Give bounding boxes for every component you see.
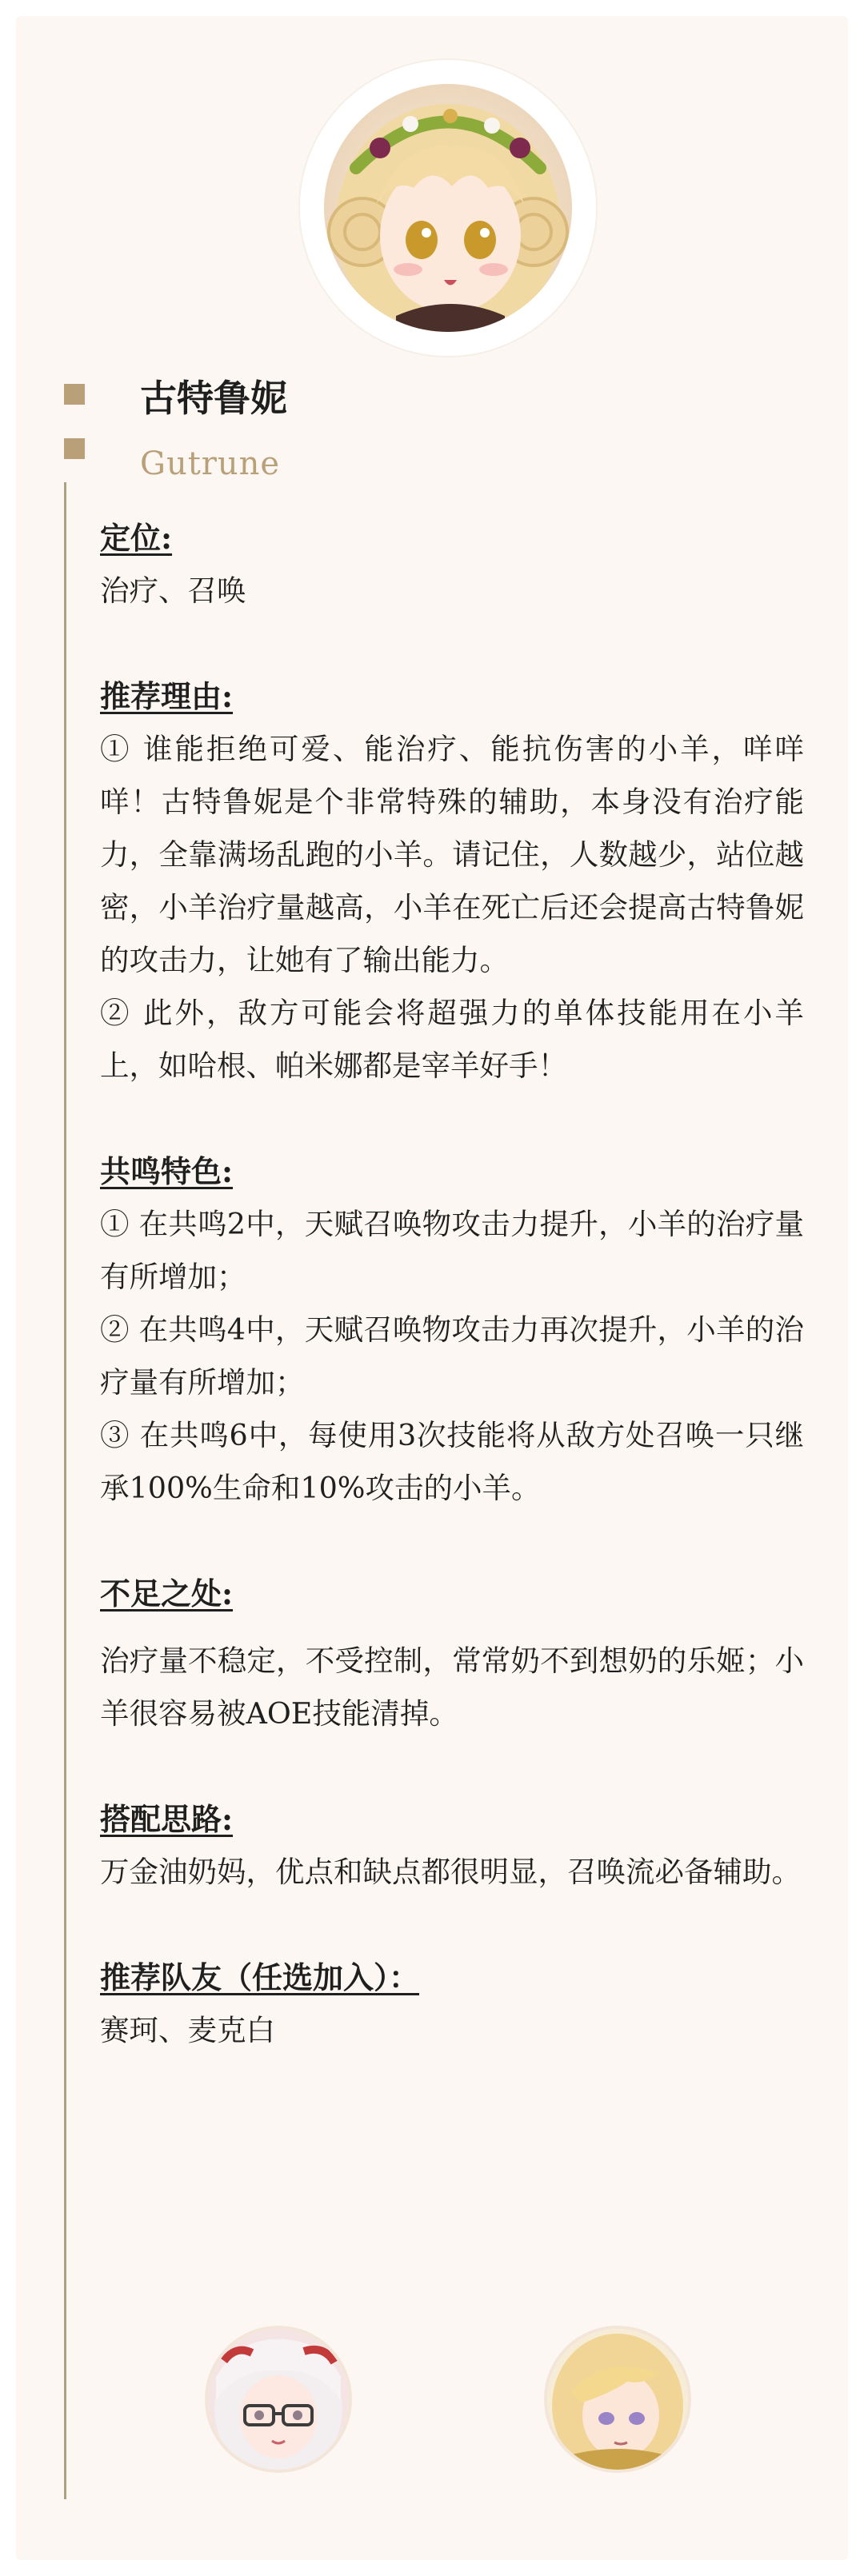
seiko-avatar-icon[interactable] [208,2329,349,2470]
paragraph: 治疗、召唤 [100,573,246,608]
paragraph: ③ 在共鸣6中，每使用3次技能将从敌方处召唤一只继承100%生命和10%攻击的小羊。 [100,1418,804,1505]
section-colon: : [222,1801,234,1837]
character-name-en: Gutrune [140,445,281,482]
section-colon: : [161,520,173,556]
portrait-frame [300,60,596,356]
section-title-text: 推荐理由 [100,678,222,714]
section-colon: : [222,1576,234,1611]
section-resonance [100,1145,804,1515]
section-title-text: 定位 [100,520,162,556]
character-name-cn: 古特鲁妮 [140,377,287,420]
paragraph: ② 此外，敌方可能会将超强力的单体技能用在小羊上，如哈根、帕米娜都是宰羊好手！ [100,996,804,1083]
gutrune-portrait-icon [324,84,572,332]
paragraph: ① 谁能拒绝可爱、能治疗、能抗伤害的小羊，咩咩咩！古特鲁妮是个非常特殊的辅助，本身没有治疗能力，全靠满场乱跑的小羊。请记住，人数越少，站位越密，小羊治疗量越高，小羊在死亡后还会提高古特鲁妮的攻击力，让她有了输出能力。 [100,732,804,977]
section-title [100,1568,804,1620]
section-title [100,1793,804,1846]
subtitle-bullet [64,438,85,459]
section-body [100,2004,804,2057]
section-title-text: 推荐队友（任选加入） [100,1959,390,1995]
section-body [100,1635,804,1740]
section-body [100,565,804,617]
section-title [100,1951,804,2004]
title-bullet [64,384,85,405]
paragraph: ② 在共鸣4中，天赋召唤物攻击力再次提升，小羊的治疗量有所增加； [100,1312,804,1400]
macbeth-avatar-icon[interactable] [547,2329,688,2470]
section-body [100,1198,804,1515]
character-card [16,16,848,2560]
paragraph: 万金油奶妈，优点和缺点都很明显，召唤流必备辅助。 [100,1855,801,1889]
section-title-text: 搭配思路 [100,1801,222,1837]
section-title [100,1145,804,1198]
section-title [100,512,804,565]
paragraph: 赛珂、麦克白 [100,2013,275,2047]
teammate-avatars [16,2329,848,2481]
section-body [100,723,804,1092]
section-colon: ： [389,1959,420,1995]
section-title-text: 不足之处 [100,1576,222,1611]
paragraph: ① 在共鸣2中，天赋召唤物攻击力提升，小羊的治疗量有所增加； [100,1207,804,1294]
section-body [100,1846,804,1899]
section-title-text: 共鸣特色 [100,1153,222,1189]
content-divider [64,482,66,2499]
paragraph: 治疗量不稳定，不受控制，常常奶不到想奶的乐姬；小羊很容易被AOE技能清掉。 [100,1643,804,1731]
section-title [100,670,804,723]
section-pairing [100,1793,804,1899]
section-colon: : [222,678,234,714]
section-reasons [100,670,804,1092]
section-teammates [100,1951,804,2057]
section-role [100,512,804,617]
section-weaknesses [100,1568,804,1740]
section-colon: : [222,1153,234,1189]
guide-content [100,512,804,2110]
